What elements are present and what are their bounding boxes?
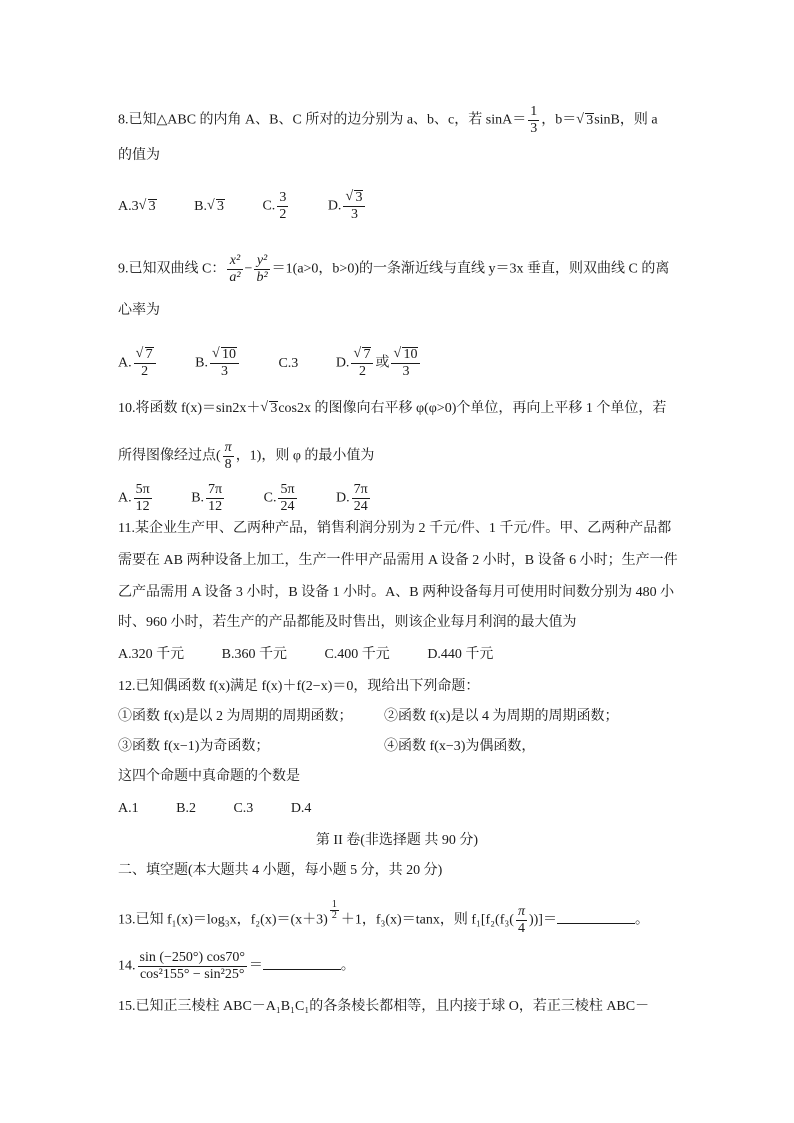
q9-option-d: D. √ $\frac{7}{2}$ 或 √ $\frac{10}{3}$ — [336, 347, 423, 380]
q10-stem-line2: 所得图像经过点( $\frac{\pi}{8}$ ，1)，则 φ 的最小值为 — [118, 440, 375, 472]
q12-option-a: A.1 — [118, 801, 139, 816]
q9-options — [118, 347, 456, 380]
q11-line1: 11.某企业生产甲、乙两种产品，销售利润分别为 2 千元/件、1 千元/件。甲、乙两种产品都 — [118, 521, 672, 536]
q13-stem: 13.已知 f₁(x)＝log₃x，f₂(x)＝(x＋3) $\frac{1}{2}$ ＋1，f₃(x)＝tanx，则 f₁[f₂(f₃( $\frac{\pi}{4}$ ))]＝ 。 — [118, 899, 649, 936]
q11-options — [118, 646, 527, 664]
q12-question: 这四个命题中真命题的个数是 — [118, 769, 300, 784]
fill-in-heading: 二、填空题(本大题共 4 小题，每小题 5 分，共 20 分) — [118, 863, 443, 878]
q8-stem: 8.已知△ABC 的内角 A、B、C 所对的边分别为 a、b、c，若 sinA＝ $\frac{1}{3}$ ，b＝√ 3sinB，则 a — [118, 104, 658, 137]
q13-answer-blank — [557, 911, 635, 924]
q13-exponent: $\frac{1}{2}$ — [331, 899, 337, 921]
q8-sqrt: √ 3 — [576, 112, 594, 130]
q9-option-a: A. √ $\frac{7}{2}$ — [118, 347, 158, 380]
q10-option-a: A. $\frac{5\pi}{12}$ — [118, 482, 150, 514]
q14-answer-blank — [263, 957, 341, 970]
q8-sina-fraction: $\frac{1}{3}$ — [530, 104, 538, 136]
q8-stem-line2: 的值为 — [118, 148, 160, 163]
q14-stem: 14. $\frac{\sin (-250^\circ) \cos 70^\circ}{\text{cos²155° − sin²25°}}$ ＝ 。 — [118, 950, 355, 982]
q14-fraction: $\frac{\sin (-250^\circ) \cos 70^\circ}{\text{cos²155° − sin²25°}}$ — [139, 950, 245, 982]
q12-option-b: B.2 — [176, 801, 196, 816]
section-2-title: 第 II 卷(非选择题 共 90 分) — [315, 833, 479, 848]
q10-stem: 10.将函数 f(x)＝sin2x＋√ 3cos2x 的图像向右平移 φ(φ>0)个单位，再向上平移 1 个单位，若 — [118, 400, 666, 418]
q11-option-b: B.360 千元 — [221, 647, 287, 662]
q12-option-d: D.4 — [290, 801, 312, 816]
q11-line3: 乙产品需用 A 设备 3 小时，B 设备 1 小时。A、B 两种设备每月可使用时间数分别为 480 小 — [118, 585, 675, 600]
q9-y2-b2-fraction: $\frac{\text{y²}}{\text{b²}}$ — [256, 253, 268, 285]
q11-option-d: D.440 千元 — [427, 647, 494, 662]
q12-proposition-4: ④函数 f(x−3)为偶函数， — [384, 739, 536, 754]
q8-option-c: C. $\frac{3}{2}$ — [262, 190, 287, 222]
q9-option-c: C.3 — [278, 355, 299, 371]
q8-options — [118, 190, 401, 223]
q10-options — [118, 482, 406, 515]
q8-option-b: B.√ 3 — [194, 198, 225, 216]
q12-proposition-2: ②函数 f(x)是以 4 为周期的周期函数； — [384, 709, 619, 724]
q11-line4: 时、960 小时，若生产的产品都能及时售出，则该企业每月利润的最大值为 — [118, 615, 577, 630]
q11-option-a: A.320 千元 — [118, 647, 185, 662]
q8-option-a: A.3√ 3 — [118, 198, 157, 216]
q10-option-c: C. $\frac{5\pi}{24}$ — [263, 482, 295, 514]
q15-line1: 15.已知正三棱柱 ABC－A₁B₁C₁的各条棱长都相等，且内接于球 O，若正三棱柱 ABC－ — [118, 999, 650, 1014]
q8-option-d: D. √ $\frac{3}{3}$ — [328, 190, 368, 223]
q10-option-b: B. $\frac{7\pi}{12}$ — [191, 482, 223, 514]
q11-option-c: C.400 千元 — [324, 647, 390, 662]
q9-stem: 9.已知双曲线 C： $\frac{\text{x²}}{\text{a²}}$ − $\frac{\text{y²}}{\text{b²}}$ ＝1(a>0，b>0)的一条渐近线与直线 y＝3x 垂直，则双曲线 C 的离 — [118, 253, 670, 285]
q12-proposition-3: ③函数 f(x−1)为奇函数； — [118, 739, 270, 754]
q12-options — [118, 800, 345, 818]
q10-option-d: D. $\frac{7\pi}{24}$ — [336, 482, 368, 514]
q11-line2: 需要在 AB 两种设备上加工，生产一件甲产品需用 A 设备 2 小时，B 设备 6 小时；生产一件 — [118, 553, 678, 568]
q12-stem: 12.已知偶函数 f(x)满足 f(x)＋f(2−x)＝0，现给出下列命题： — [118, 679, 480, 694]
q9-stem-line2: 心率为 — [118, 303, 160, 318]
q9-option-b: B. √ $\frac{10}{3}$ — [195, 347, 241, 380]
q9-x2-a2-fraction: $\frac{\text{x²}}{\text{a²}}$ — [229, 253, 241, 285]
q12-proposition-1: ①函数 f(x)是以 2 为周期的周期函数； — [118, 709, 353, 724]
q12-option-c: C.3 — [233, 801, 254, 816]
